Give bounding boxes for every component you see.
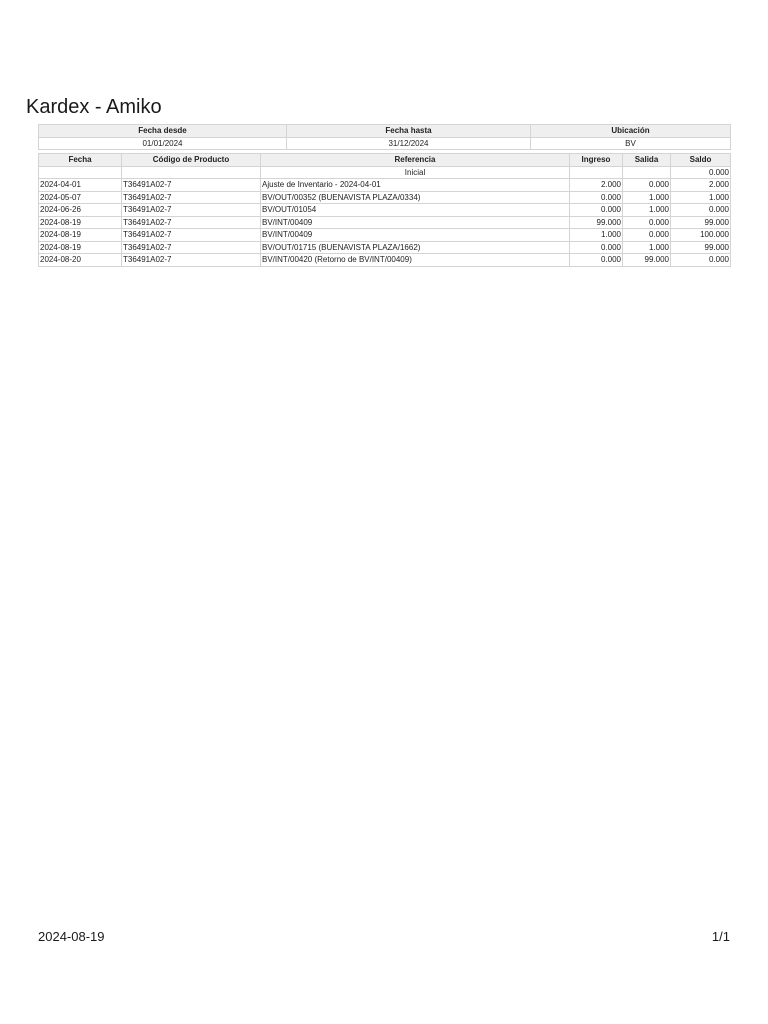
- initial-codigo-cell: [122, 166, 261, 179]
- cell-saldo: 100.000: [671, 229, 731, 242]
- cell-salida: 99.000: [623, 254, 671, 267]
- initial-balance-row: [39, 166, 731, 179]
- cell-saldo: 1.000: [671, 191, 731, 204]
- filter-header-location: Ubicación: [531, 125, 731, 138]
- report-title: Kardex - Amiko: [26, 96, 162, 118]
- table-row: [39, 179, 731, 192]
- cell-salida: 1.000: [623, 204, 671, 217]
- initial-ingreso-cell: [570, 166, 623, 179]
- cell-referencia: Ajuste de Inventario - 2024-04-01: [261, 179, 570, 192]
- column-header-fecha: Fecha: [39, 154, 122, 167]
- cell-referencia: BV/OUT/01054: [261, 204, 570, 217]
- cell-ingreso: 0.000: [570, 204, 623, 217]
- cell-saldo: 99.000: [671, 216, 731, 229]
- initial-fecha-cell: [39, 166, 122, 179]
- filters-table: [38, 124, 731, 150]
- column-header-referencia: Referencia: [261, 154, 570, 167]
- cell-codigo: T36491A02-7: [122, 254, 261, 267]
- cell-salida: 0.000: [623, 229, 671, 242]
- kardex-header-row: [39, 154, 731, 167]
- initial-salida-cell: [623, 166, 671, 179]
- filter-value-date-from: 01/01/2024: [39, 137, 287, 150]
- initial-saldo: 0.000: [671, 166, 731, 179]
- cell-fecha: 2024-08-19: [39, 241, 122, 254]
- cell-referencia: BV/INT/00420 (Retorno de BV/INT/00409): [261, 254, 570, 267]
- filter-value-date-to: 31/12/2024: [287, 137, 531, 150]
- cell-salida: 0.000: [623, 179, 671, 192]
- cell-ingreso: 0.000: [570, 191, 623, 204]
- kardex-table: [38, 153, 731, 267]
- table-row: [39, 229, 731, 242]
- cell-fecha: 2024-08-19: [39, 229, 122, 242]
- cell-salida: 1.000: [623, 191, 671, 204]
- cell-ingreso: 2.000: [570, 179, 623, 192]
- cell-referencia: BV/INT/00409: [261, 216, 570, 229]
- cell-referencia: BV/OUT/00352 (BUENAVISTA PLAZA/0334): [261, 191, 570, 204]
- footer-page-number: 1/1: [711, 929, 730, 944]
- column-header-ingreso: Ingreso: [570, 154, 623, 167]
- table-row: [39, 191, 731, 204]
- column-header-codigo: Código de Producto: [122, 154, 261, 167]
- cell-codigo: T36491A02-7: [122, 241, 261, 254]
- cell-saldo: 2.000: [671, 179, 731, 192]
- cell-saldo: 0.000: [671, 254, 731, 267]
- cell-codigo: T36491A02-7: [122, 229, 261, 242]
- cell-fecha: 2024-08-20: [39, 254, 122, 267]
- table-row: [39, 254, 731, 267]
- cell-saldo: 99.000: [671, 241, 731, 254]
- cell-codigo: T36491A02-7: [122, 216, 261, 229]
- filters-value-row: [39, 137, 731, 150]
- cell-referencia: BV/OUT/01715 (BUENAVISTA PLAZA/1662): [261, 241, 570, 254]
- cell-fecha: 2024-06-26: [39, 204, 122, 217]
- cell-codigo: T36491A02-7: [122, 191, 261, 204]
- cell-salida: 0.000: [623, 216, 671, 229]
- initial-label: Inicial: [261, 166, 570, 179]
- table-row: [39, 216, 731, 229]
- column-header-salida: Salida: [623, 154, 671, 167]
- filter-header-date-to: Fecha hasta: [287, 125, 531, 138]
- cell-fecha: 2024-08-19: [39, 216, 122, 229]
- filter-value-location: BV: [531, 137, 731, 150]
- cell-referencia: BV/INT/00409: [261, 229, 570, 242]
- cell-ingreso: 0.000: [570, 241, 623, 254]
- cell-ingreso: 1.000: [570, 229, 623, 242]
- footer-print-date: 2024-08-19: [38, 929, 105, 944]
- cell-fecha: 2024-05-07: [39, 191, 122, 204]
- table-row: [39, 241, 731, 254]
- cell-codigo: T36491A02-7: [122, 204, 261, 217]
- cell-ingreso: 99.000: [570, 216, 623, 229]
- cell-fecha: 2024-04-01: [39, 179, 122, 192]
- filters-header-row: [39, 125, 731, 138]
- filter-header-date-from: Fecha desde: [39, 125, 287, 138]
- cell-codigo: T36491A02-7: [122, 179, 261, 192]
- cell-saldo: 0.000: [671, 204, 731, 217]
- column-header-saldo: Saldo: [671, 154, 731, 167]
- table-row: [39, 204, 731, 217]
- cell-salida: 1.000: [623, 241, 671, 254]
- cell-ingreso: 0.000: [570, 254, 623, 267]
